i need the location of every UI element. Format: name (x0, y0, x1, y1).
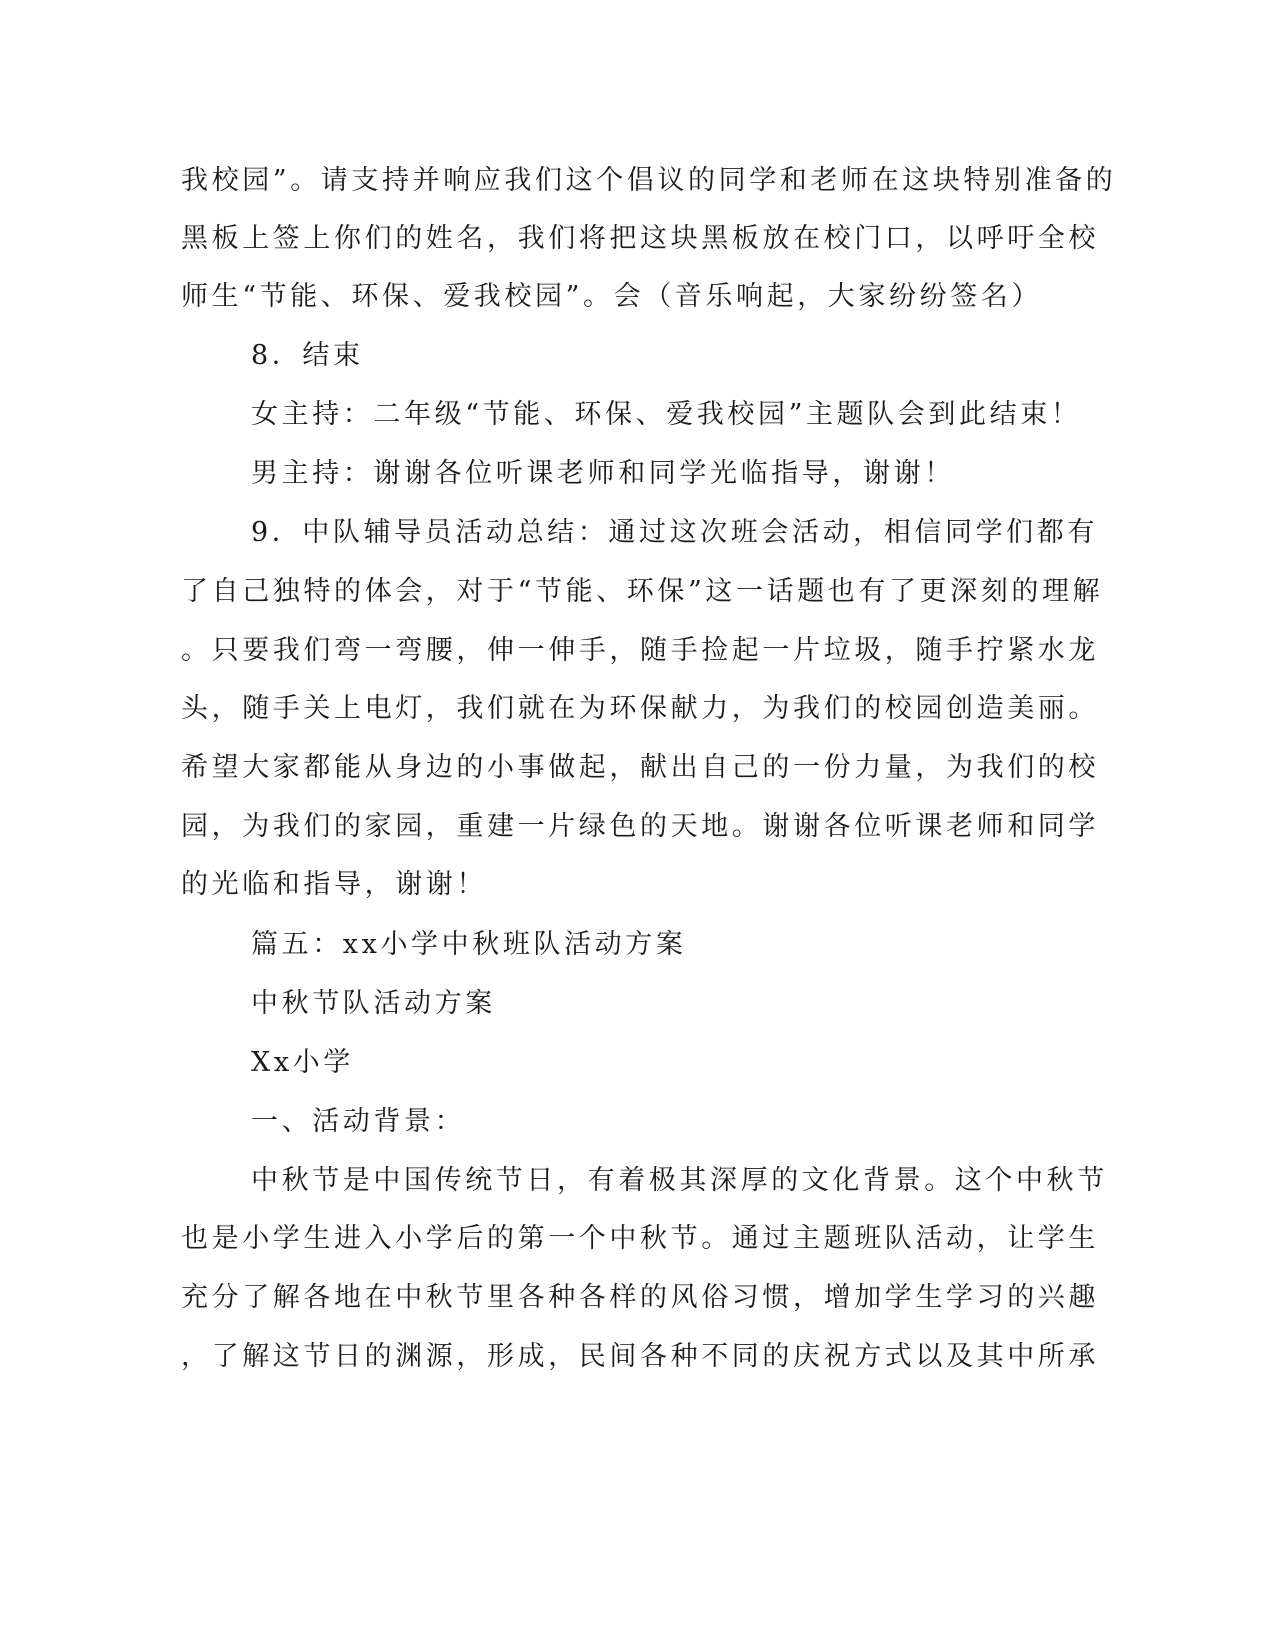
section-heading: 篇五：xx小学中秋班队活动方案 (251, 929, 687, 960)
text-line: 我校园”。请支持并响应我们这个倡议的同学和老师在这块特别准备的 (181, 165, 1117, 196)
text-line: 的光临和指导，谢谢！ (181, 869, 487, 900)
school-name: Xx小学 (251, 1047, 354, 1078)
text-line: 头，随手关上电灯，我们就在为环保献力，为我们的校园创造美丽。 (181, 693, 1099, 724)
section-heading: 一、活动背景： (251, 1106, 466, 1137)
text-line: 了自己独特的体会，对于“节能、环保”这一话题也有了更深刻的理解 (181, 576, 1104, 607)
text-line: 充分了解各地在中秋节里各种各样的风俗习惯，增加学生学习的兴趣 (181, 1282, 1099, 1313)
text-line: 9．中队辅导员活动总结：通过这次班会活动，相信同学们都有 (251, 517, 1098, 548)
text-line: 女主持：二年级“节能、环保、爱我校园”主题队会到此结束！ (251, 399, 1082, 430)
document-title: 中秋节队活动方案 (251, 988, 496, 1019)
text-line: 男主持：谢谢各位听课老师和同学光临指导，谢谢！ (251, 458, 955, 489)
text-line: 园，为我们的家园，重建一片绿色的天地。谢谢各位听课老师和同学 (181, 811, 1099, 842)
text-line: 。只要我们弯一弯腰，伸一伸手，随手捡起一片垃圾，随手拧紧水龙 (181, 635, 1099, 666)
text-line: 黑板上签上你们的姓名，我们将把这块黑板放在校门口，以呼吁全校 (181, 223, 1099, 254)
section-heading: 8．结束 (251, 340, 364, 371)
text-line: 希望大家都能从身边的小事做起，献出自己的一份力量，为我们的校 (181, 752, 1099, 783)
text-line: 中秋节是中国传统节日，有着极其深厚的文化背景。这个中秋节 (251, 1165, 1108, 1196)
text-line: ，了解这节日的渊源，形成，民间各种不同的庆祝方式以及其中所承 (181, 1341, 1099, 1372)
text-line: 师生“节能、环保、爱我校园”。会（音乐响起，大家纷纷签名） (181, 281, 1043, 312)
text-line: 也是小学生进入小学后的第一个中秋节。通过主题班队活动，让学生 (181, 1223, 1099, 1254)
